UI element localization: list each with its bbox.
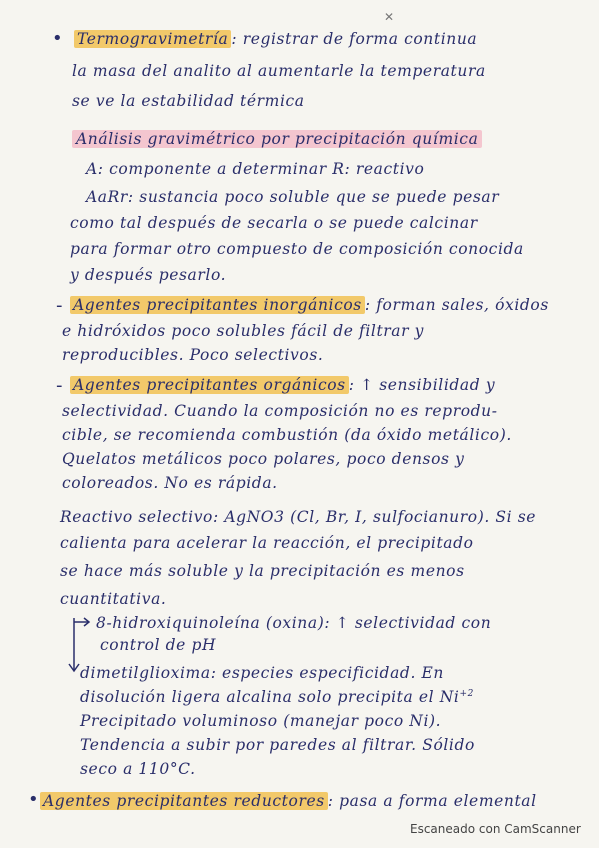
dimetil-line-1: dimetilglioxima: especies especificidad. En (80, 664, 444, 682)
analisis-line-5: y después pesarlo. (70, 266, 227, 284)
scanner-watermark: Escaneado con CamScanner (410, 822, 581, 836)
termo-text: : registrar de forma continua (231, 30, 478, 48)
reduct-text: : pasa a forma elemental (327, 792, 537, 810)
inorg-line-3: reproducibles. Poco selectivos. (62, 346, 324, 364)
org-line-5: coloreados. No es rápida. (62, 474, 278, 492)
bullet-dot: • (28, 789, 39, 810)
org-line-2: selectividad. Cuando la composición no es reprodu- (62, 402, 498, 420)
inorg-line-1 (70, 296, 549, 314)
analisis-heading-text: Análisis gravimétrico por precipitación química (72, 130, 482, 148)
analisis-line-2: AaRr: sustancia poco soluble que se puede pesar (86, 188, 500, 206)
termo-line-2: la masa del analito al aumentarle la temperatura (72, 62, 486, 80)
reactivo-line-4: cuantitativa. (60, 590, 167, 608)
org-line-1 (70, 376, 495, 394)
org-line-3: cible, se recomienda combustión (da óxido metálico). (62, 426, 512, 444)
termo-line-3: se ve la estabilidad térmica (72, 92, 305, 110)
inorg-text: : forman sales, óxidos (364, 296, 549, 314)
analisis-heading (72, 130, 482, 148)
dimetil-line-3: Precipitado voluminoso (manejar poco Ni). (80, 712, 442, 730)
oxina-line-1: 8-hidroxiquinoleína (oxina): ↑ selectividad con (96, 614, 492, 632)
inorg-term: Agentes precipitantes inorgánicos (70, 296, 365, 314)
nickel-charge: +2 (459, 688, 474, 699)
reactivo-line-1: Reactivo selectivo: AgNO3 (Cl, Br, I, sulfocianuro). Si se (60, 508, 537, 526)
analisis-line-4: para formar otro compuesto de composición conocida (70, 240, 524, 258)
analisis-line-1: A: componente a determinar R: reactivo (86, 160, 425, 178)
termo-term: Termogravimetría (74, 30, 231, 48)
scan-mark: ✕ (384, 10, 395, 24)
termo-line-1 (74, 30, 477, 48)
reactivo-line-2: calienta para acelerar la reacción, el precipitado (60, 534, 474, 552)
bullet-dot: • (52, 28, 63, 49)
reduct-term: Agentes precipitantes reductores (40, 792, 328, 810)
reduct-line-1 (40, 792, 537, 810)
inorg-line-2: e hidróxidos poco solubles fácil de filtrar y (62, 322, 425, 340)
org-term: Agentes precipitantes orgánicos (70, 376, 349, 394)
analisis-line-3: como tal después de secarla o se puede calcinar (70, 214, 478, 232)
org-line-4: Quelatos metálicos poco polares, poco densos y (62, 450, 465, 468)
dash-bullet: - (56, 295, 63, 316)
dimetil-line-2-text: disolución ligera alcalina solo precipita el Ni (80, 688, 460, 706)
dimetil-line-2 (80, 688, 474, 706)
dash-bullet: - (56, 375, 63, 396)
dimetil-line-5: seco a 110°C. (80, 760, 196, 778)
oxina-line-2: control de pH (100, 636, 217, 654)
org-text: : ↑ sensibilidad y (348, 376, 496, 394)
dimetil-line-4: Tendencia a subir por paredes al filtrar. Sólido (80, 736, 475, 754)
reactivo-line-3: se hace más soluble y la precipitación es menos (60, 562, 465, 580)
